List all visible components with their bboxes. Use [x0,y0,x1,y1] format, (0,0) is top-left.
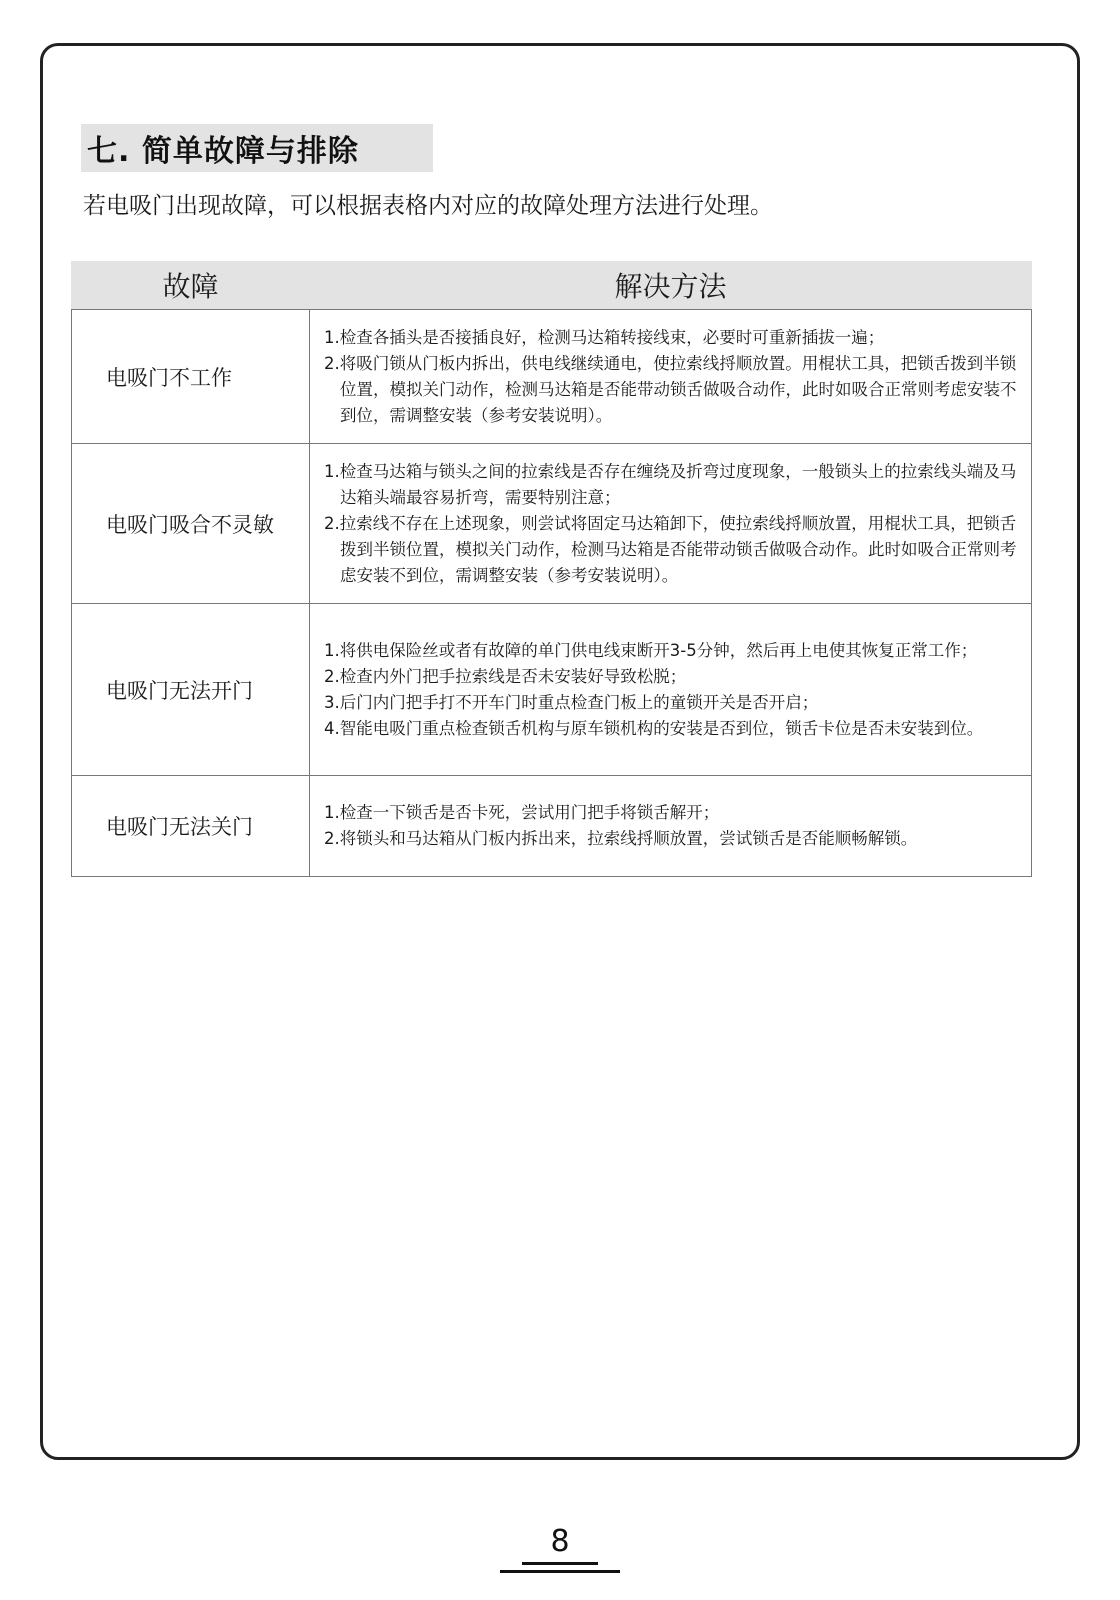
solution-cell [310,776,1032,877]
header-solution: 解决方法 [310,261,1032,310]
solution-list [324,800,1021,852]
fault-cell: 电吸门无法开门 [72,604,310,776]
header-fault: 故障 [72,261,310,310]
fault-cell: 电吸门吸合不灵敏 [72,444,310,604]
solution-list [324,325,1021,429]
solution-item: 1.检查一下锁舌是否卡死，尝试用门把手将锁舌解开； [324,803,720,822]
solution-item: 1.将供电保险丝或者有故障的单门供电线束断开3-5分钟，然后再上电使其恢复正常工作； [324,640,978,660]
solution-list [324,638,1021,742]
table-header-row [72,261,1032,310]
fault-cell: 电吸门不工作 [72,310,310,444]
intro-paragraph: 若电吸门出现故障，可以根据表格内对应的故障处理方法进行处理。 [83,193,773,219]
table-row [72,444,1032,604]
table-row [72,776,1032,877]
solution-item: 2.拉索线不存在上述现象，则尝试将固定马达箱卸下，使拉索线捋顺放置，用棍状工具，把锁舌拨到半锁位置，模拟关门动作，检测马达箱是否能带动锁舌做吸合动作。此时如吸合正常则考虑安装不到位，需调整安装（参考安装说明）。 [324,513,1017,585]
solution-item: 3.后门内门把手打不开车门时重点检查门板上的童锁开关是否开启； [324,692,819,712]
solution-list [324,459,1021,589]
solution-item: 2.检查内外门把手拉索线是否未安装好导致松脱； [324,666,687,686]
page-number-underline [500,1570,620,1573]
solution-item: 2.将锁头和马达箱从门板内拆出来，拉索线捋顺放置，尝试锁舌是否能顺畅解锁。 [324,829,918,848]
fault-cell: 电吸门无法关门 [72,776,310,877]
section-heading [81,124,433,172]
page-number: 8 [550,1524,570,1559]
solution-item: 1.检查马达箱与锁头之间的拉索线是否存在缠绕及折弯过度现象，一般锁头上的拉索线头端及马达箱头端最容易折弯，需要特别注意； [324,461,1017,507]
solution-cell [310,444,1032,604]
solution-cell [310,604,1032,776]
solution-item: 2.将吸门锁从门板内拆出，供电线继续通电，使拉索线捋顺放置。用棍状工具，把锁舌拨到半锁位置，模拟关门动作，检测马达箱是否能带动锁舌做吸合动作，此时如吸合正常则考虑安装不到位，需调整安装（参考安装说明）。 [324,353,1017,425]
page-number-underline [522,1562,598,1565]
solution-cell [310,310,1032,444]
section-title: 七. 简单故障与排除 [87,134,359,169]
table-row [72,310,1032,444]
table-row [72,604,1032,776]
solution-item: 4.智能电吸门重点检查锁舌机构与原车锁机构的安装是否到位，锁舌卡位是否未安装到位。 [324,718,984,738]
troubleshooting-table [71,261,1032,877]
solution-item: 1.检查各插头是否接插良好，检测马达箱转接线束，必要时可重新插拔一遍； [324,327,885,347]
